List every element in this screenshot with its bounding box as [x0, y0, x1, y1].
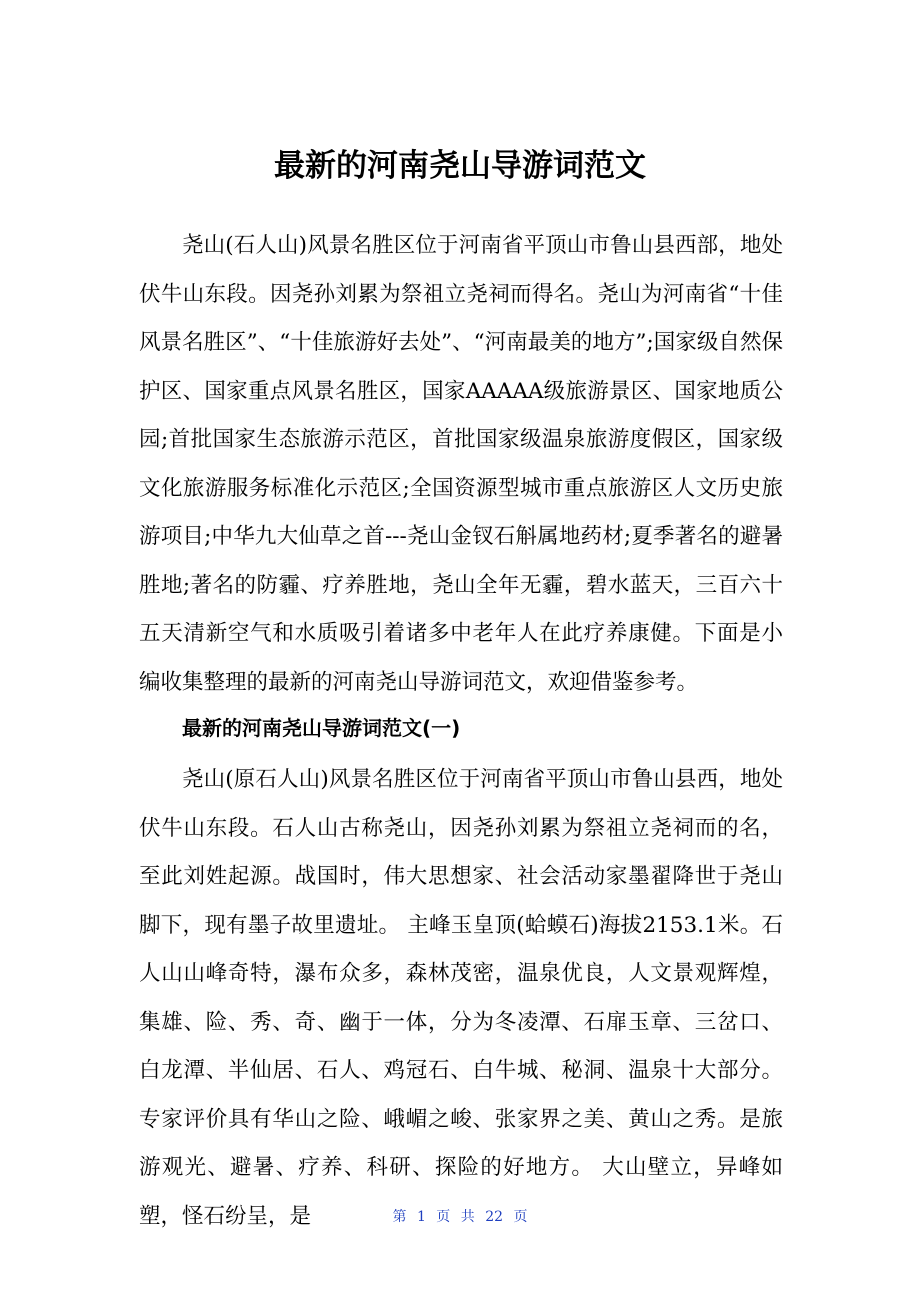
section-heading: 最新的河南尧山导游词范文(一): [182, 716, 461, 740]
section-paragraph: 尧山(原石人山)风景名胜区位于河南省平顶山市鲁山县西，地处伏牛山东段。石人山古称尧山，因尧孙刘累为祭祖立尧祠而的名，至此刘姓起源。战国时，伟大思想家、社会活动家墨翟降世于尧山脚下，现有墨子故里遗址。 主峰玉皇顶(蛤蟆石)海拔2153.1米。石人山山峰奇特，瀑布众多，森林茂密，温泉优良，人文景观辉煌，集雄、险、秀、奇、幽于一体，分为冬凌潭、石扉玉章、三岔口、白龙潭、半仙居、石人、鸡冠石、白牛城、秘洞、温泉十大部分。 专家评价具有华山之险、峨嵋之峻、张家界之美、黄山之秀。是旅游观光、避暑、疗养、科研、探险的好地方。 大山壁立，异峰如塑，怪石纷呈，是: [139, 767, 783, 1229]
page-indicator: 第 1 页 共 22 页: [392, 1209, 528, 1225]
intro-paragraph: 尧山(石人山)风景名胜区位于河南省平顶山市鲁山县西部，地处伏牛山东段。因尧孙刘累为祭祖立尧祠而得名。尧山为河南省“十佳风景名胜区”、“十佳旅游好去处”、“河南最美的地方”;国家级自然保护区、国家重点风景名胜区，国家AAAAA级旅游景区、国家地质公园;首批国家生态旅游示范区，首批国家级温泉旅游度假区，国家级文化旅游服务标准化示范区;全国资源型城市重点旅游区人文历史旅游项目;中华九大仙草之首---尧山金钗石斛属地药材;夏季著名的避暑胜地;著名的防霾、疗养胜地，尧山全年无霾，碧水蓝天，三百六十五天清新空气和水质吸引着诸多中老年人在此疗养康健。下面是小编收集整理的最新的河南尧山导游词范文，欢迎借鉴参考。: [139, 233, 783, 695]
document-title: 最新的河南尧山导游词范文: [274, 148, 646, 184]
